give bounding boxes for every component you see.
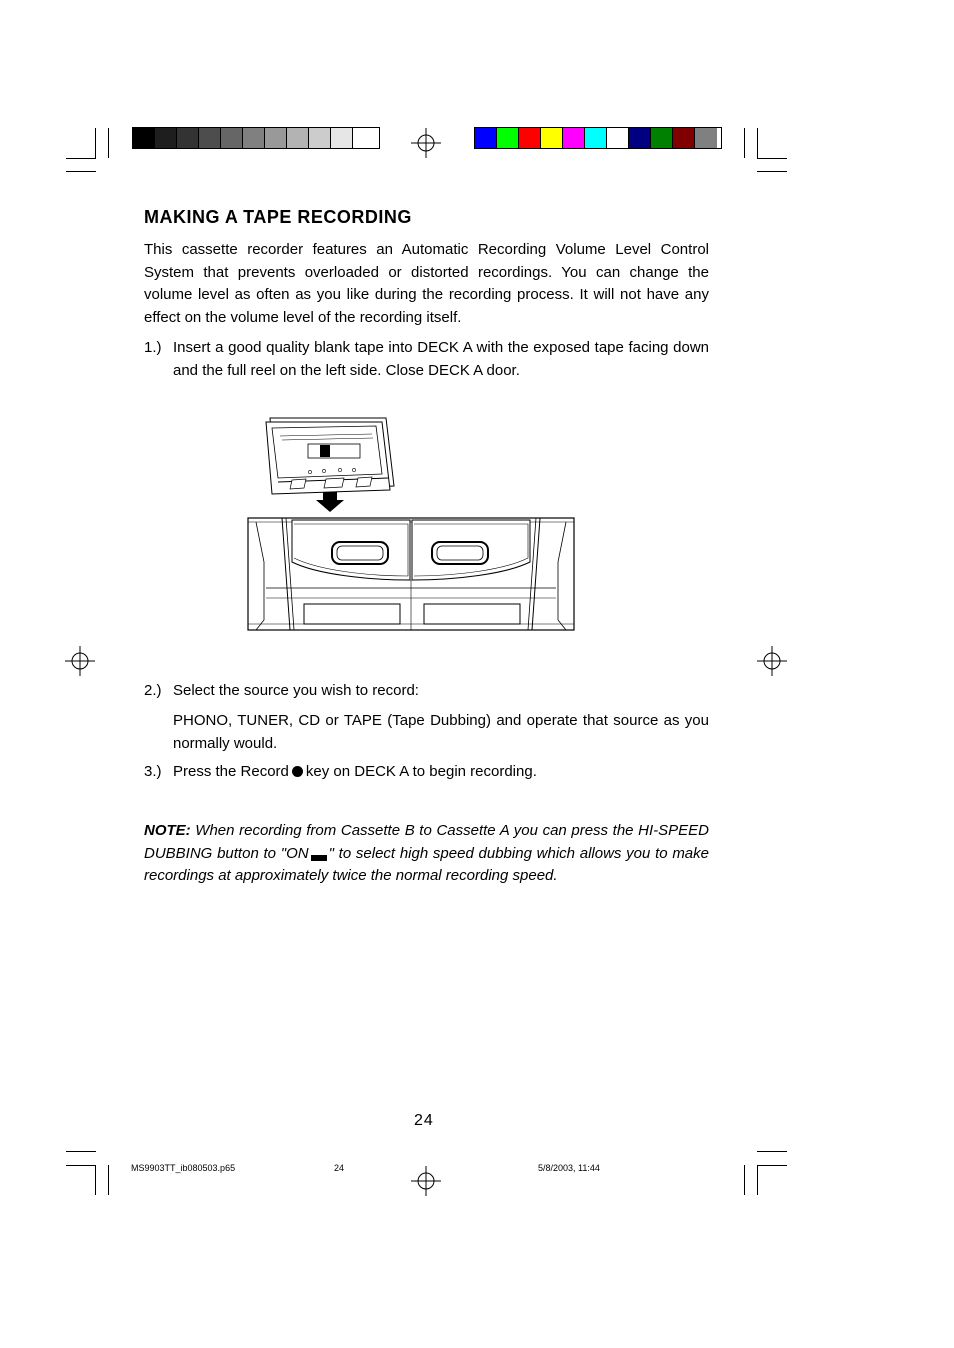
color-swatch xyxy=(309,128,331,148)
crop-mark xyxy=(757,1165,787,1166)
color-swatch xyxy=(585,128,607,148)
page-title: MAKING A TAPE RECORDING xyxy=(144,207,412,227)
crop-mark xyxy=(95,1165,96,1195)
step-number: 3.) xyxy=(144,763,162,780)
crop-mark xyxy=(108,1165,109,1195)
color-swatch xyxy=(221,128,243,148)
color-swatch xyxy=(177,128,199,148)
color-swatch xyxy=(331,128,353,148)
crop-mark xyxy=(108,128,109,158)
crop-mark xyxy=(66,1165,96,1166)
step-text-before: Press the Record xyxy=(173,763,289,780)
step-subtext: PHONO, TUNER, CD or TAPE (Tape Dubbing) and operate that source as you normally would. xyxy=(173,712,709,752)
footer-timestamp: 5/8/2003, 11:44 xyxy=(538,1163,600,1173)
registration-mark-icon xyxy=(411,1166,441,1196)
color-swatch xyxy=(651,128,673,148)
note-label: NOTE: xyxy=(144,822,191,839)
crop-mark xyxy=(757,158,787,159)
footer-page: 24 xyxy=(334,1163,345,1173)
cassette-insertion-illustration xyxy=(246,412,578,634)
color-swatch xyxy=(541,128,563,148)
color-calibration-bar xyxy=(474,127,722,149)
switch-on-icon xyxy=(311,855,327,861)
crop-mark xyxy=(95,128,96,158)
crop-mark xyxy=(757,1165,758,1195)
color-swatch xyxy=(243,128,265,148)
color-swatch xyxy=(563,128,585,148)
color-swatch xyxy=(497,128,519,148)
color-swatch xyxy=(607,128,629,148)
page-number: 24 xyxy=(414,1112,434,1129)
registration-mark-icon xyxy=(757,646,787,676)
color-swatch xyxy=(475,128,497,148)
color-swatch xyxy=(287,128,309,148)
color-swatch xyxy=(673,128,695,148)
step-text xyxy=(173,761,709,784)
step-text: Select the source you wish to record: xyxy=(173,682,419,699)
color-swatch xyxy=(695,128,717,148)
step-number: 1.) xyxy=(144,339,162,356)
color-swatch xyxy=(199,128,221,148)
intro-paragraph: This cassette recorder features an Automatic Recording Volume Level Control System that prevents overloaded or distorted recordings. You can change the volume level as often as you like during the recording process. It will not have any effect on the volume level of the recording itself. xyxy=(144,241,709,326)
color-swatch xyxy=(353,128,375,148)
crop-mark xyxy=(757,171,787,172)
registration-mark-icon xyxy=(411,128,441,158)
record-dot-icon xyxy=(292,766,303,777)
note-text-before: When recording from Cassette B to Cassette A you can press the HI-SPEED DUBBING button to "ON xyxy=(144,822,709,862)
color-swatch xyxy=(155,128,177,148)
color-swatch xyxy=(629,128,651,148)
step-text: Insert a good quality blank tape into DECK A with the exposed tape facing down and the full reel on the left side. Close DECK A door. xyxy=(173,339,709,379)
note-text-after: " to select high speed dubbing which allows you to make recordings at approximately twice the normal recording speed. xyxy=(144,844,709,885)
crop-mark xyxy=(744,128,745,158)
crop-mark xyxy=(744,1165,745,1195)
crop-mark xyxy=(66,171,96,172)
crop-mark xyxy=(66,158,96,159)
crop-mark xyxy=(757,128,758,158)
step-text-after: key on DECK A to begin recording. xyxy=(305,763,537,780)
step-number: 2.) xyxy=(144,682,162,699)
color-swatch xyxy=(133,128,155,148)
grayscale-color-bar xyxy=(132,127,380,149)
crop-mark xyxy=(757,1151,787,1152)
note-paragraph xyxy=(144,820,709,888)
registration-mark-icon xyxy=(65,646,95,676)
color-swatch xyxy=(519,128,541,148)
footer-file: MS9903TT_ib080503.p65 xyxy=(131,1163,236,1173)
color-swatch xyxy=(265,128,287,148)
crop-mark xyxy=(66,1151,96,1152)
